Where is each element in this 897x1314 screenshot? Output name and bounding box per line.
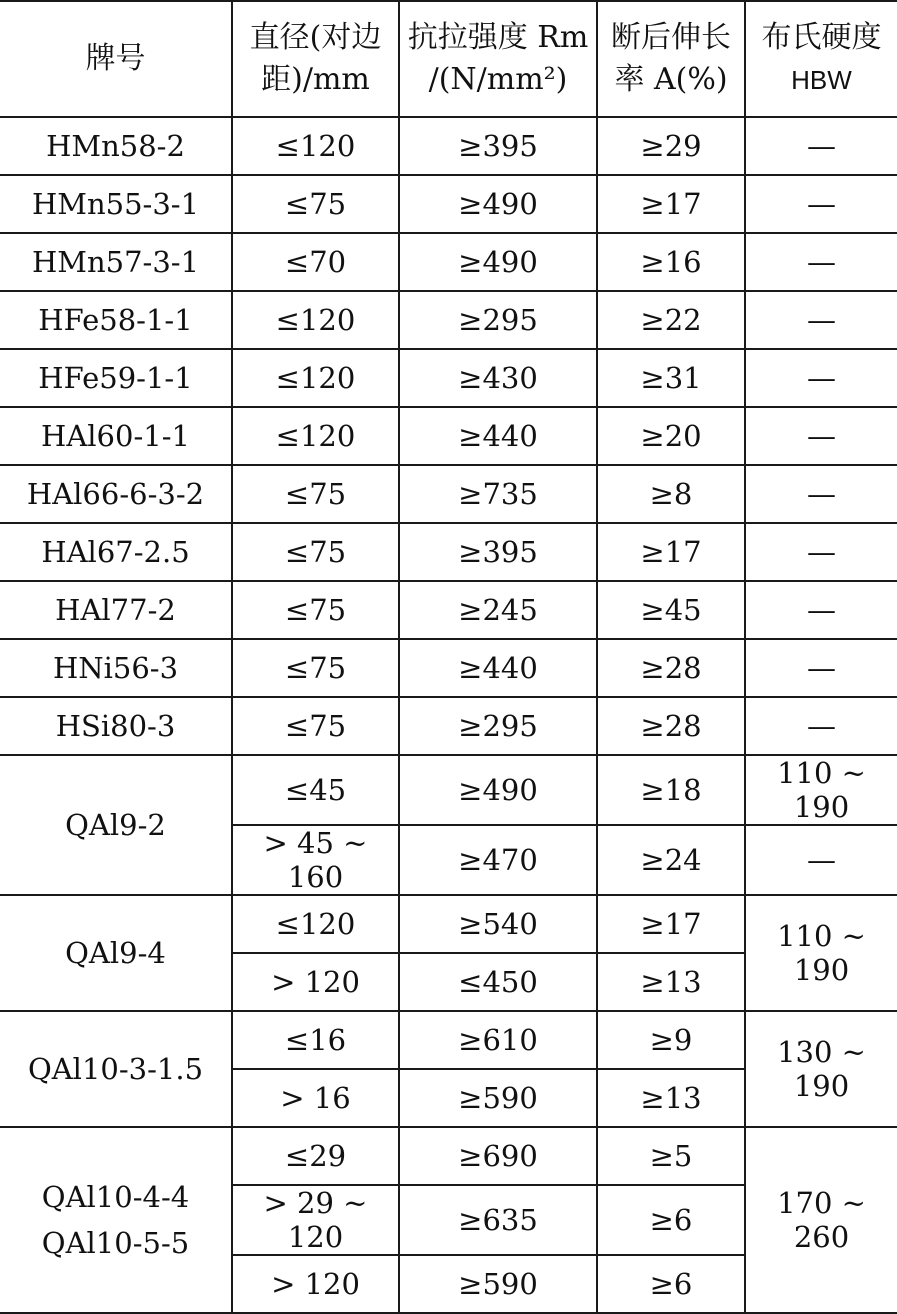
tensile-cell: ≥295	[399, 291, 597, 349]
grade-line1: QAl10-4-4	[41, 1180, 190, 1214]
hardness-cell: 110 ~ 190	[745, 755, 897, 825]
hardness-cell: 110 ~ 190	[745, 895, 897, 1011]
header-hardness-line1: 布氏硬度	[761, 20, 882, 55]
hardness-cell: —	[745, 523, 897, 581]
table-row	[0, 407, 897, 465]
header-tensile-line1: 抗拉强度 Rm	[407, 20, 589, 55]
header-hardness-line2: HBW	[791, 65, 852, 95]
elongation-cell: ≥45	[597, 581, 745, 639]
elongation-cell: ≥18	[597, 755, 745, 825]
tensile-cell: ≥440	[399, 639, 597, 697]
hardness-cell: —	[745, 639, 897, 697]
diameter-cell: ≤75	[232, 697, 399, 755]
hardness-cell: 130 ~ 190	[745, 1011, 897, 1127]
table-row	[0, 465, 897, 523]
diameter-cell: ≤75	[232, 465, 399, 523]
diameter-cell: > 120	[232, 953, 399, 1011]
diameter-cell: ≤120	[232, 117, 399, 175]
hardness-cell: —	[745, 233, 897, 291]
hardness-cell: —	[745, 697, 897, 755]
elongation-cell: ≥5	[597, 1127, 745, 1185]
hardness-cell: —	[745, 349, 897, 407]
grade-cell: QAl9-2	[0, 755, 232, 895]
table-row	[0, 1011, 897, 1069]
diameter-cell: ≤75	[232, 581, 399, 639]
elongation-cell: ≥6	[597, 1185, 745, 1255]
elongation-cell: ≥9	[597, 1011, 745, 1069]
elongation-cell: ≥24	[597, 825, 745, 895]
table-row	[0, 291, 897, 349]
elongation-cell: ≥13	[597, 953, 745, 1011]
tensile-cell: ≥635	[399, 1185, 597, 1255]
elongation-cell: ≥28	[597, 639, 745, 697]
table-row	[0, 117, 897, 175]
table-row	[0, 581, 897, 639]
elongation-cell: ≥8	[597, 465, 745, 523]
grade-cell: HSi80-3	[0, 697, 232, 755]
tensile-cell: ≥610	[399, 1011, 597, 1069]
grade-cell: HMn57-3-1	[0, 233, 232, 291]
header-hardness	[745, 1, 897, 117]
tensile-cell: ≥540	[399, 895, 597, 953]
tensile-cell: ≥395	[399, 523, 597, 581]
header-row	[0, 1, 897, 117]
diameter-cell: ≤29	[232, 1127, 399, 1185]
header-diameter	[232, 1, 399, 117]
tensile-cell: ≤450	[399, 953, 597, 1011]
elongation-cell: ≥31	[597, 349, 745, 407]
diameter-cell: ≤16	[232, 1011, 399, 1069]
tensile-cell: ≥470	[399, 825, 597, 895]
tensile-cell: ≥245	[399, 581, 597, 639]
table-row	[0, 895, 897, 953]
diameter-cell: ≤75	[232, 175, 399, 233]
table-row	[0, 639, 897, 697]
grade-cell: HFe58-1-1	[0, 291, 232, 349]
diameter-cell: > 16	[232, 1069, 399, 1127]
elongation-cell: ≥20	[597, 407, 745, 465]
hardness-cell: —	[745, 825, 897, 895]
tensile-cell: ≥690	[399, 1127, 597, 1185]
diameter-cell: ≤45	[232, 755, 399, 825]
tensile-cell: ≥490	[399, 233, 597, 291]
tensile-cell: ≥590	[399, 1255, 597, 1313]
diameter-cell: ≤75	[232, 639, 399, 697]
hardness-cell: —	[745, 407, 897, 465]
elongation-cell: ≥17	[597, 895, 745, 953]
diameter-cell: ≤120	[232, 349, 399, 407]
diameter-cell: ≤120	[232, 291, 399, 349]
tensile-cell: ≥490	[399, 175, 597, 233]
hardness-cell: —	[745, 465, 897, 523]
hardness-cell: —	[745, 117, 897, 175]
diameter-cell: > 120	[232, 1255, 399, 1313]
table-row	[0, 349, 897, 407]
tensile-cell: ≥440	[399, 407, 597, 465]
grade-cell: HFe59-1-1	[0, 349, 232, 407]
diameter-cell: > 45 ~ 160	[232, 825, 399, 895]
diameter-cell: ≤120	[232, 895, 399, 953]
header-tensile-line2: /(N/mm²)	[428, 62, 568, 97]
table-row	[0, 755, 897, 825]
hardness-cell: —	[745, 291, 897, 349]
grade-cell: QAl9-4	[0, 895, 232, 1011]
table-row	[0, 175, 897, 233]
header-diameter-line2: 距)/mm	[261, 62, 370, 97]
hardness-cell: —	[745, 581, 897, 639]
table-row	[0, 697, 897, 755]
diameter-cell: ≤75	[232, 523, 399, 581]
tensile-cell: ≥295	[399, 697, 597, 755]
tensile-cell: ≥735	[399, 465, 597, 523]
header-grade: 牌号	[0, 1, 232, 117]
diameter-cell: ≤120	[232, 407, 399, 465]
elongation-cell: ≥13	[597, 1069, 745, 1127]
elongation-cell: ≥22	[597, 291, 745, 349]
elongation-cell: ≥17	[597, 523, 745, 581]
grade-cell: QAl10-3-1.5	[0, 1011, 232, 1127]
elongation-cell: ≥6	[597, 1255, 745, 1313]
grade-cell: HNi56-3	[0, 639, 232, 697]
hardness-cell: —	[745, 175, 897, 233]
header-elongation-line2: 率 A(%)	[614, 62, 728, 97]
tensile-cell: ≥590	[399, 1069, 597, 1127]
elongation-cell: ≥17	[597, 175, 745, 233]
diameter-cell: ≤70	[232, 233, 399, 291]
grade-cell: HMn58-2	[0, 117, 232, 175]
grade-cell	[0, 1127, 232, 1313]
grade-cell: HAl67-2.5	[0, 523, 232, 581]
tensile-cell: ≥490	[399, 755, 597, 825]
tensile-cell: ≥430	[399, 349, 597, 407]
elongation-cell: ≥28	[597, 697, 745, 755]
header-elongation	[597, 1, 745, 117]
diameter-cell: > 29 ~ 120	[232, 1185, 399, 1255]
table-row	[0, 233, 897, 291]
table-row	[0, 523, 897, 581]
table-row	[0, 1127, 897, 1185]
hardness-cell: 170 ~ 260	[745, 1127, 897, 1313]
tensile-cell: ≥395	[399, 117, 597, 175]
grade-cell: HAl60-1-1	[0, 407, 232, 465]
header-elongation-line1: 断后伸长	[611, 20, 731, 55]
elongation-cell: ≥29	[597, 117, 745, 175]
grade-cell: HAl77-2	[0, 581, 232, 639]
grade-cell: HAl66-6-3-2	[0, 465, 232, 523]
elongation-cell: ≥16	[597, 233, 745, 291]
grade-cell: HMn55-3-1	[0, 175, 232, 233]
header-tensile	[399, 1, 597, 117]
grade-line2: QAl10-5-5	[41, 1226, 190, 1260]
header-diameter-line1: 直径(对边	[249, 20, 382, 55]
